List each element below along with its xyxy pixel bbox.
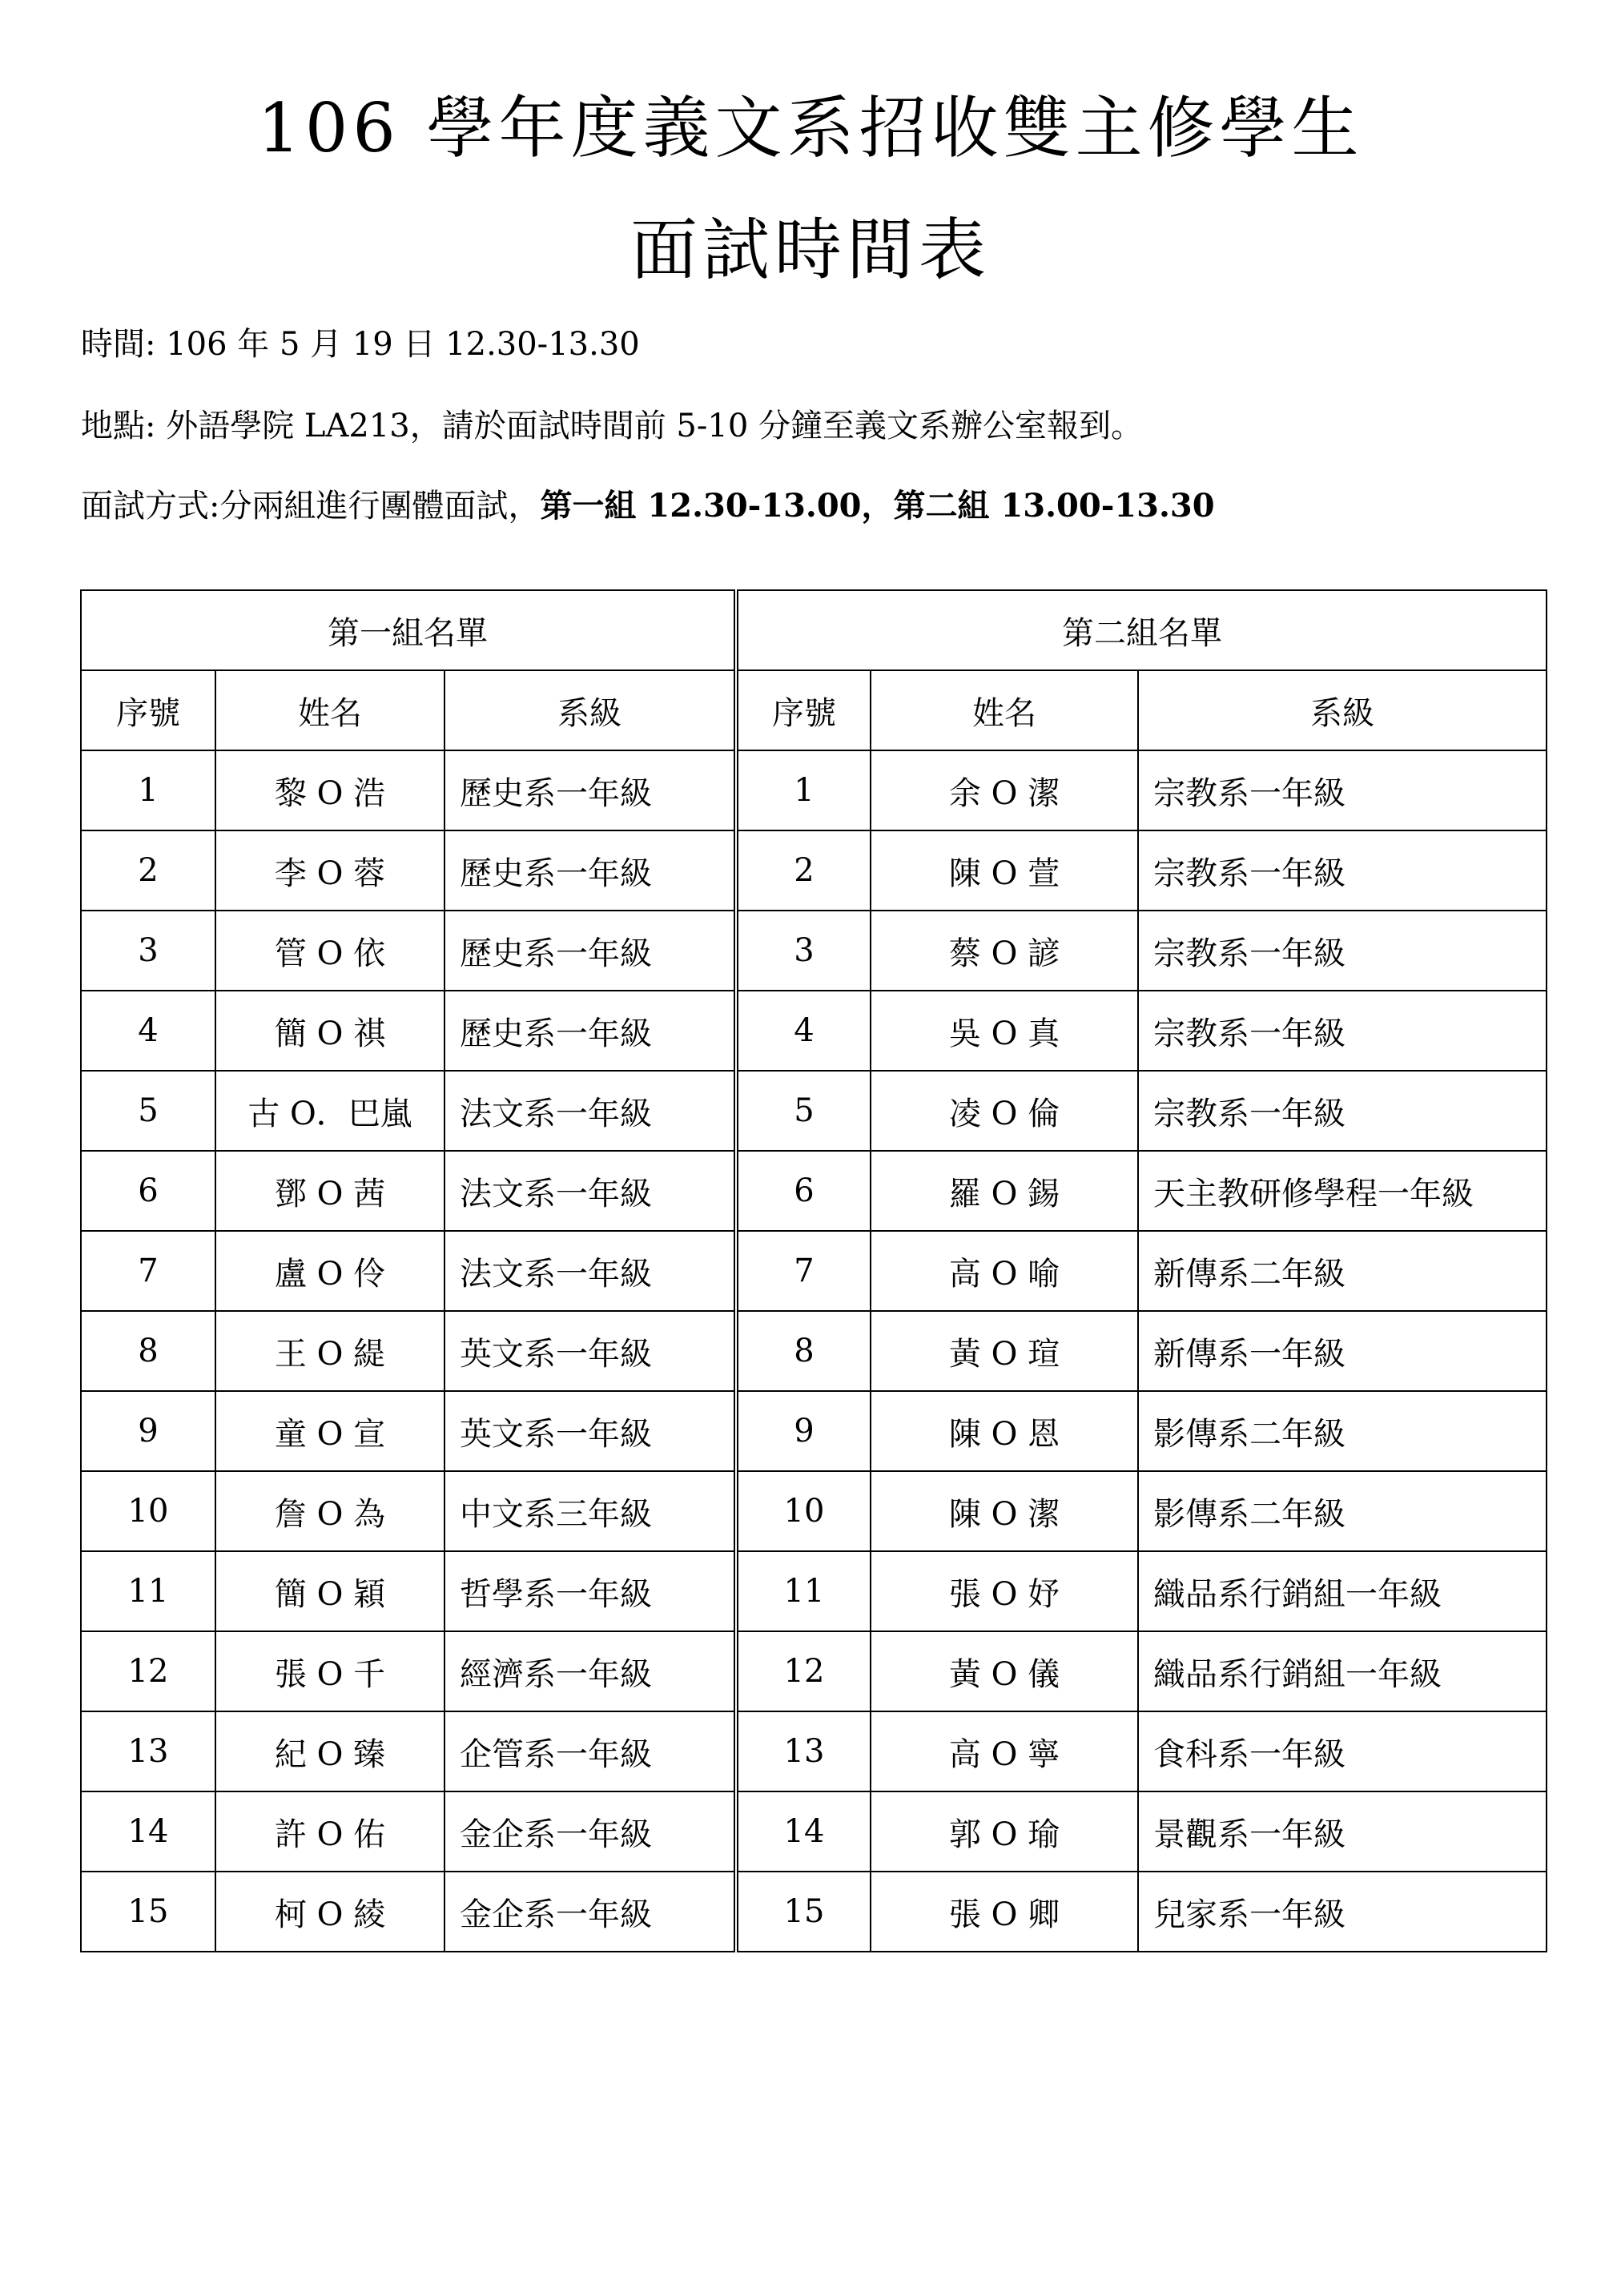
group1-name: 簡 O 祺 xyxy=(215,991,444,1071)
group1-name: 簡 O 穎 xyxy=(215,1551,444,1631)
group2-number: 14 xyxy=(736,1791,871,1872)
group2-number: 11 xyxy=(736,1551,871,1631)
group1-name: 盧 O 伶 xyxy=(215,1231,444,1311)
interview-method-text: 面試方式:分兩組進行團體面試， xyxy=(81,488,541,525)
group1-col-no: 序號 xyxy=(81,670,215,750)
group2-name: 陳 O 恩 xyxy=(871,1391,1138,1471)
group2-col-name: 姓名 xyxy=(871,670,1138,750)
group2-number: 8 xyxy=(736,1311,871,1391)
group1-name: 紀 O 臻 xyxy=(215,1711,444,1791)
group2-name: 郭 O 瑜 xyxy=(871,1791,1138,1872)
group1-dept: 法文系一年級 xyxy=(444,1231,736,1311)
group2-dept: 天主教研修學程一年級 xyxy=(1138,1151,1547,1231)
group1-number: 14 xyxy=(81,1791,215,1872)
group1-name: 鄧 O 茜 xyxy=(215,1151,444,1231)
group2-number: 1 xyxy=(736,750,871,830)
group1-number: 7 xyxy=(81,1231,215,1311)
group2-name: 張 O 卿 xyxy=(871,1872,1138,1952)
group2-dept: 影傳系二年級 xyxy=(1138,1471,1547,1551)
group1-col-dept: 系級 xyxy=(444,670,736,750)
group1-name: 古 O．巴嵐 xyxy=(215,1071,444,1151)
group2-name: 黃 O 瑄 xyxy=(871,1311,1138,1391)
group2-number: 13 xyxy=(736,1711,871,1791)
group2-number: 12 xyxy=(736,1631,871,1711)
interview-group-times: 第一組 12.30-13.00，第二組 13.00-13.30 xyxy=(540,487,1215,525)
table-row xyxy=(81,991,1547,1071)
table-row xyxy=(81,1311,1547,1391)
group2-dept: 宗教系一年級 xyxy=(1138,1071,1547,1151)
interview-method xyxy=(81,487,1215,525)
group2-number: 7 xyxy=(736,1231,871,1311)
group1-name: 詹 O 為 xyxy=(215,1471,444,1551)
group2-dept: 織品系行銷組一年級 xyxy=(1138,1551,1547,1631)
table-row xyxy=(81,1711,1547,1791)
group2-name: 陳 O 潔 xyxy=(871,1471,1138,1551)
group2-dept: 宗教系一年級 xyxy=(1138,991,1547,1071)
group2-header: 第二組名單 xyxy=(736,590,1547,670)
group1-dept: 經濟系一年級 xyxy=(444,1631,736,1711)
table-row xyxy=(81,911,1547,991)
group1-number: 15 xyxy=(81,1872,215,1952)
group2-dept: 織品系行銷組一年級 xyxy=(1138,1631,1547,1711)
group1-dept: 企管系一年級 xyxy=(444,1711,736,1791)
page-subtitle: 面試時間表 xyxy=(629,211,991,289)
group2-number: 15 xyxy=(736,1872,871,1952)
group2-dept: 宗教系一年級 xyxy=(1138,830,1547,911)
table-row xyxy=(81,1471,1547,1551)
group1-number: 2 xyxy=(81,830,215,911)
interview-schedule-table xyxy=(80,589,1547,1952)
table-row xyxy=(81,1872,1547,1952)
table-row xyxy=(81,1551,1547,1631)
group1-name: 管 O 依 xyxy=(215,911,444,991)
group1-dept: 哲學系一年級 xyxy=(444,1551,736,1631)
group2-number: 4 xyxy=(736,991,871,1071)
group2-name: 凌 O 倫 xyxy=(871,1071,1138,1151)
group2-dept: 新傳系一年級 xyxy=(1138,1311,1547,1391)
group1-dept: 歷史系一年級 xyxy=(444,911,736,991)
group1-dept: 歷史系一年級 xyxy=(444,991,736,1071)
group1-dept: 金企系一年級 xyxy=(444,1791,736,1872)
table-row xyxy=(81,1391,1547,1471)
group1-number: 5 xyxy=(81,1071,215,1151)
table-row xyxy=(81,1151,1547,1231)
group1-col-name: 姓名 xyxy=(215,670,444,750)
group1-dept: 法文系一年級 xyxy=(444,1151,736,1231)
group2-name: 高 O 寧 xyxy=(871,1711,1138,1791)
table-row xyxy=(81,1231,1547,1311)
group1-name: 許 O 佑 xyxy=(215,1791,444,1872)
group1-name: 李 O 蓉 xyxy=(215,830,444,911)
group2-name: 高 O 喻 xyxy=(871,1231,1138,1311)
group1-name: 柯 O 綾 xyxy=(215,1872,444,1952)
group1-number: 13 xyxy=(81,1711,215,1791)
table-row xyxy=(81,1071,1547,1151)
group2-number: 9 xyxy=(736,1391,871,1471)
page-title: 106 學年度義文系招收雙主修學生 xyxy=(257,89,1364,167)
table-row xyxy=(81,1791,1547,1872)
group2-col-dept: 系級 xyxy=(1138,670,1547,750)
group2-name: 黃 O 儀 xyxy=(871,1631,1138,1711)
table-row xyxy=(81,750,1547,830)
group1-number: 10 xyxy=(81,1471,215,1551)
group2-dept: 食科系一年級 xyxy=(1138,1711,1547,1791)
group1-dept: 法文系一年級 xyxy=(444,1071,736,1151)
group2-dept: 新傳系二年級 xyxy=(1138,1231,1547,1311)
group1-dept: 歷史系一年級 xyxy=(444,750,736,830)
group2-number: 3 xyxy=(736,911,871,991)
group1-number: 11 xyxy=(81,1551,215,1631)
group2-dept: 影傳系二年級 xyxy=(1138,1391,1547,1471)
group1-dept: 英文系一年級 xyxy=(444,1311,736,1391)
group2-number: 5 xyxy=(736,1071,871,1151)
group2-name: 吳 O 真 xyxy=(871,991,1138,1071)
group2-name: 蔡 O 諺 xyxy=(871,911,1138,991)
group1-header: 第一組名單 xyxy=(81,590,736,670)
column-header-row xyxy=(81,670,1547,750)
group2-name: 陳 O 萱 xyxy=(871,830,1138,911)
group1-number: 3 xyxy=(81,911,215,991)
group1-name: 張 O 千 xyxy=(215,1631,444,1711)
interview-location: 地點: 外語學院 LA213，請於面試時間前 5-10 分鐘至義文系辦公室報到。 xyxy=(81,408,1143,444)
group2-number: 10 xyxy=(736,1471,871,1551)
group2-name: 張 O 妤 xyxy=(871,1551,1138,1631)
group1-dept: 金企系一年級 xyxy=(444,1872,736,1952)
group1-number: 1 xyxy=(81,750,215,830)
group1-dept: 英文系一年級 xyxy=(444,1391,736,1471)
group2-col-no: 序號 xyxy=(736,670,871,750)
group1-number: 12 xyxy=(81,1631,215,1711)
group-header-row xyxy=(81,590,1547,670)
table-row xyxy=(81,830,1547,911)
group2-name: 余 O 潔 xyxy=(871,750,1138,830)
group1-number: 8 xyxy=(81,1311,215,1391)
group2-number: 2 xyxy=(736,830,871,911)
group2-dept: 宗教系一年級 xyxy=(1138,911,1547,991)
group1-name: 王 O 緹 xyxy=(215,1311,444,1391)
group2-dept: 兒家系一年級 xyxy=(1138,1872,1547,1952)
group1-number: 6 xyxy=(81,1151,215,1231)
group2-dept: 景觀系一年級 xyxy=(1138,1791,1547,1872)
group1-dept: 中文系三年級 xyxy=(444,1471,736,1551)
group1-name: 黎 O 浩 xyxy=(215,750,444,830)
group2-number: 6 xyxy=(736,1151,871,1231)
group2-name: 羅 O 錫 xyxy=(871,1151,1138,1231)
interview-time: 時間: 106 年 5 月 19 日 12.30-13.30 xyxy=(81,326,640,363)
group1-number: 4 xyxy=(81,991,215,1071)
group1-name: 童 O 宣 xyxy=(215,1391,444,1471)
group2-dept: 宗教系一年級 xyxy=(1138,750,1547,830)
group1-number: 9 xyxy=(81,1391,215,1471)
table-row xyxy=(81,1631,1547,1711)
group1-dept: 歷史系一年級 xyxy=(444,830,736,911)
